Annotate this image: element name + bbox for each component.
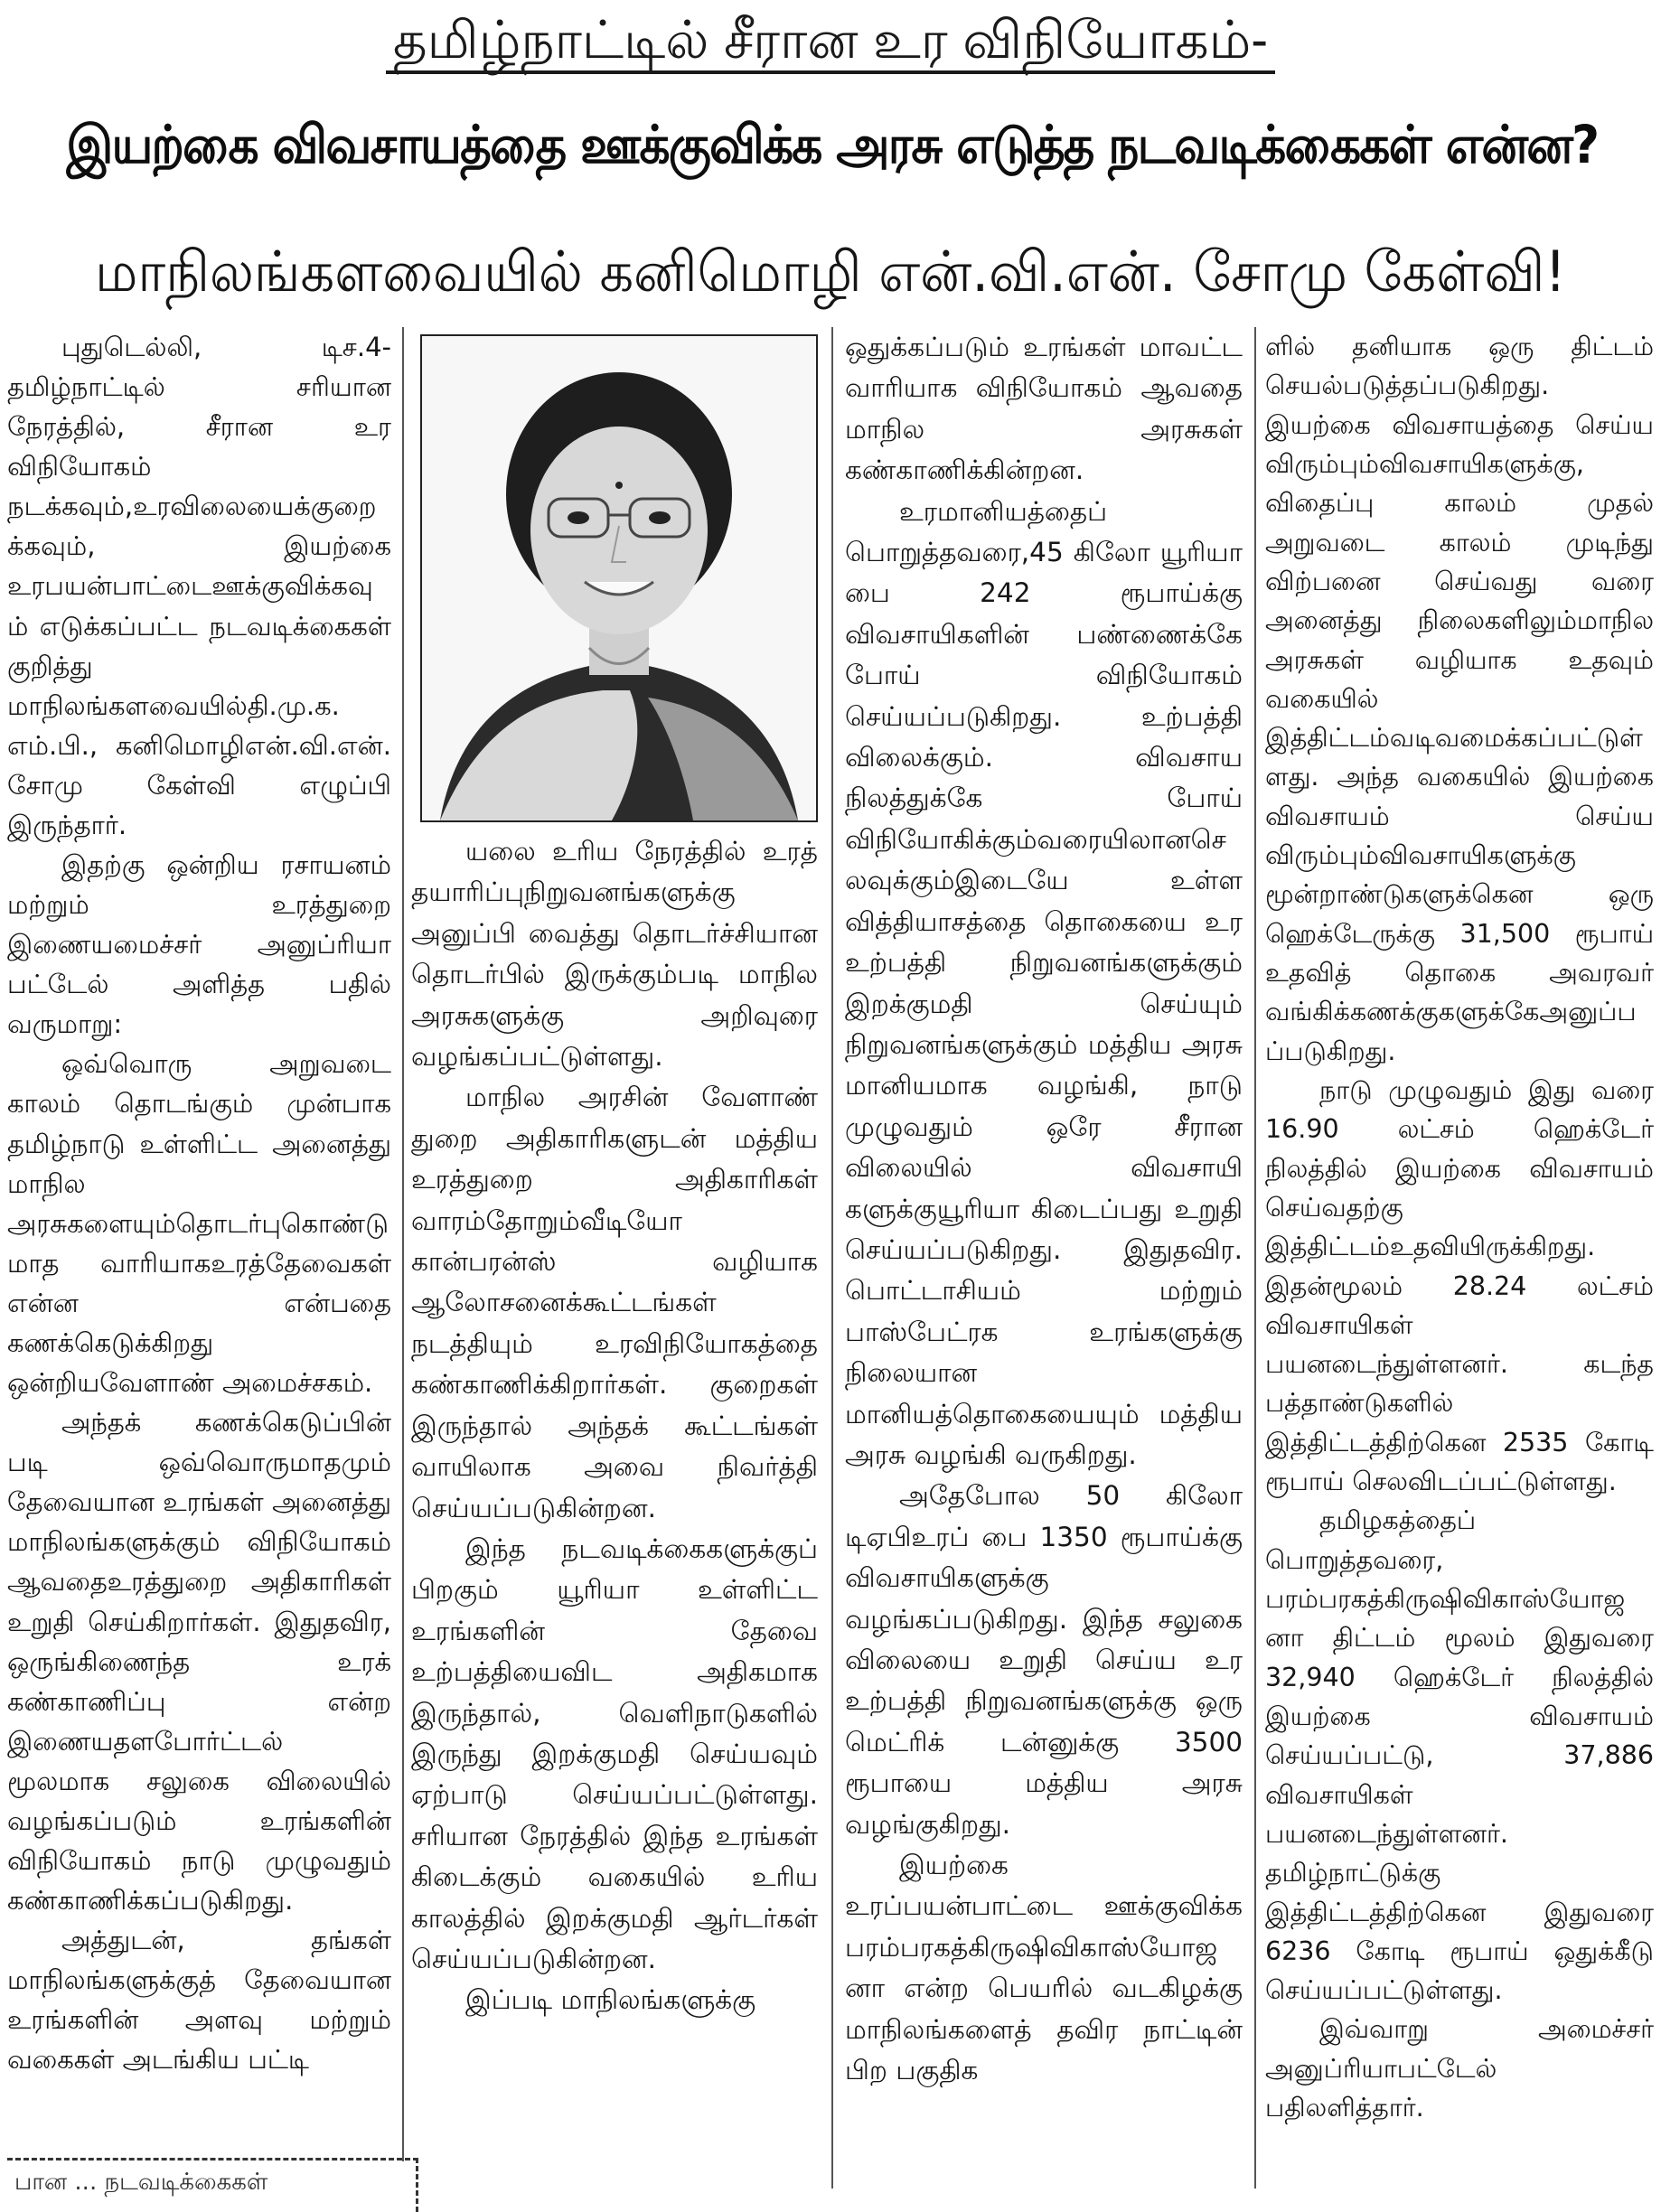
- article-headline: இயற்கை விவசாயத்தை ஊக்குவிக்க அரசு எடுத்த நடவடிக்கைகள் என்ன?: [66, 114, 1599, 175]
- related-article-box: [7, 2158, 418, 2212]
- paragraph: இந்த நடவடிக்கைகளுக்குப் பிறகும் யூரியா உள்ளிட்ட உரங்களின் தேவை உற்பத்தியைவிட அதிகமாக இருந்தால், வெளிநாடுகளில் இருந்து இறக்குமதி செய்யவும் ஏற்பாடு செய்யப்பட்டுள்ளது. சரியான நேரத்தில் இந்த உரங்கள் கிடைக்கும் வகையில் உரிய காலத்தில் இறக்குமதி ஆர்டர்கள் செய்யப்படுகின்றன.: [411, 1532, 818, 1974]
- column-1: [7, 327, 391, 2079]
- column-2: [411, 831, 818, 2021]
- paragraph: ளில் தனியாக ஒரு திட்டம் செயல்படுத்தப்படுகிறது. இயற்கை விவசாயத்தை செய்ய விரும்பும்விவசாயிகளுக்கு, விதைப்பு காலம் முதல் அறுவடை காலம் முடிந்து விற்பனை செய்வது வரை அனைத்து நிலைகளிலும்மாநில அரசுகள் வழியாக உதவும் வகையில் இத்திட்டம்வடிவமைக்கப்பட்டுள்ளது. அந்த வகையில் இயற்கை விவசாயம் செய்ய விரும்பும்விவசாயிகளுக்கு மூன்றாண்டுகளுக்கென ஒரு ஹெக்டேருக்கு 31,500 ரூபாய் உதவித் தொகை அவரவர் வங்கிக்கணக்குகளுக்கேஅனுப்பப்படுகிறது.: [1265, 332, 1654, 1066]
- article-kicker: [0, 7, 1661, 72]
- portrait-image: [422, 336, 816, 820]
- author-photo: [420, 334, 818, 822]
- paragraph: அதேபோல 50 கிலோ டிஏபிஉரப் பை 1350 ரூபாய்க்கு விவசாயிகளுக்கு வழங்கப்படுகிறது. இந்த சலுகை விலையை உறுதி செய்ய உர உற்பத்தி நிறுவனங்களுக்கு ஒரு மெட்ரிக் டன்னுக்கு 3500 ரூபாயை மத்திய அரசு வழங்குகிறது.: [845, 1480, 1243, 1840]
- paragraph: இதற்கு ஒன்றிய ரசாயனம் மற்றும் உரத்துறை இணையமைச்சர் அனுப்ரியா பட்டேல் அளித்த பதில் வருமாறு:: [7, 849, 391, 1040]
- paragraph: உரமானியத்தைப் பொறுத்தவரை,45 கிலோ யூரியா பை 242 ரூபாய்க்கு விவசாயிகளின் பண்ணைக்கே போய் விநியோகம் செய்யப்படுகிறது. உற்பத்தி விலைக்கும். விவசாய நிலத்துக்கே போய் விநியோகிக்கும்வரையிலானசெலவுக்கும்இடையே உள்ள வித்தியாசத்தை தொகையை உர உற்பத்தி நிறுவனங்களுக்கும் இறக்குமதி செய்யும் நிறுவனங்களுக்கும் மத்திய அரசு மானியமாக வழங்கி, நாடு முழுவதும் ஒரே சீரான விலையில் விவசாயி களுக்குயூரியா கிடைப்பது உறுதி செய்யப்படுகிறது. இதுதவிர. பொட்டாசியம் மற்றும் பாஸ்பேட்ரக உரங்களுக்கு நிலையான மானியத்தொகையையும் மத்திய அரசு வழங்கி வருகிறது.: [845, 495, 1243, 1470]
- column-divider: [831, 327, 833, 2189]
- article-subheadline: மாநிலங்களவையில் கனிமொழி என்.வி.என். சோமு கேள்வி!: [95, 239, 1566, 305]
- related-article-text: பான ... நடவடிக்கைகள்: [14, 2169, 268, 2196]
- paragraph: புதுடெல்லி, டிச.4- தமிழ்நாட்டில் சரியான நேரத்தில், சீரான உர விநியோகம் நடக்கவும்,உரவிலையைக்குறைக்கவும், இயற்கை உரபயன்பாட்டைஊக்குவிக்கவும் எடுக்கப்பட்ட நடவடிக்கைகள் குறித்து மாநிலங்களவையில்தி.மு.க. எம்.பி., கனிமொழிஎன்.வி.என். சோமு கேள்வி எழுப்பி இருந்தார்.: [7, 332, 391, 840]
- paragraph: இவ்வாறு அமைச்சர் அனுப்ரியாபட்டேல் பதிலளித்தார்.: [1265, 2014, 1654, 2123]
- paragraph: மாநில அரசின் வேளாண் துறை அதிகாரிகளுடன் மத்திய உரத்துறை அதிகாரிகள் வாரம்தோறும்வீடியோ கான்பரன்ஸ் வழியாக ஆலோசனைக்கூட்டங்கள் நடத்தியும் உரவிநியோகத்தை கண்காணிக்கிறார்கள். குறைகள் இருந்தால் அந்தக் கூட்டங்கள் வாயிலாக அவை நிவர்த்தி செய்யப்படுகின்றன.: [411, 1082, 818, 1523]
- paragraph: அந்தக் கணக்கெடுப்பின் படி ஒவ்வொருமாதமும் தேவையான உரங்கள் அனைத்து மாநிலங்களுக்கும் விநியோகம் ஆவதைஉரத்துறை அதிகாரிகள் உறுதி செய்கிறார்கள். இதுதவிர, ஒருங்கிணைந்த உரக் கண்காணிப்பு என்ற இணையதளபோர்ட்டல் மூலமாக சலுகை விலையில் வழங்கப்படும் உரங்களின் விநியோகம் நாடு முழுவதும் கண்காணிக்கப்படுகிறது.: [7, 1407, 391, 1917]
- paragraph: யலை உரிய நேரத்தில் உரத் தயாரிப்புநிறுவனங்களுக்கு அனுப்பி வைத்து தொடர்ச்சியான தொடர்பில் இருக்கும்படி மாநில அரசுகளுக்கு அறிவுரை வழங்கப்பட்டுள்ளது.: [411, 836, 818, 1073]
- paragraph: அத்துடன், தங்கள் மாநிலங்களுக்குத் தேவையான உரங்களின் அளவு மற்றும் வகைகள் அடங்கிய பட்டி: [7, 1925, 391, 2076]
- column-3: [845, 327, 1243, 2091]
- paragraph: இயற்கை உரப்பயன்பாட்டை ஊக்குவிக்க பரம்பரகத்கிருஷிவிகாஸ்யோஜனா என்ற பெயரில் வடகிழக்கு மாநிலங்களைத் தவிர நாட்டின் பிற பகுதிக: [845, 1850, 1243, 2086]
- column-divider: [402, 327, 404, 2161]
- paragraph: தமிழகத்தைப் பொறுத்தவரை, பரம்பரகத்கிருஷிவிகாஸ்யோஜனா திட்டம் மூலம் இதுவரை 32,940 ஹெக்டேர் நிலத்தில் இயற்கை விவசாயம் செய்யப்பட்டு, 37,886 விவசாயிகள் பயனடைந்துள்ளனர். தமிழ்நாட்டுக்கு இத்திட்டத்திற்கென இதுவரை 6236 கோடி ரூபாய் ஒதுக்கீடு செய்யப்பட்டுள்ளது.: [1265, 1505, 1654, 2006]
- paragraph: நாடு முழுவதும் இது வரை 16.90 லட்சம் ஹெக்டேர் நிலத்தில் இயற்கை விவசாயம் செய்வதற்கு இத்திட்டம்உதவியிருக்கிறது. இதன்மூலம் 28.24 லட்சம் விவசாயிகள் பயனடைந்துள்ளனர். கடந்த பத்தாண்டுகளில் இத்திட்டத்திற்கென 2535 கோடி ரூபாய் செலவிடப்பட்டுள்ளது.: [1265, 1074, 1654, 1497]
- column-4: [1265, 327, 1654, 2127]
- paragraph: இப்படி மாநிலங்களுக்கு: [465, 1984, 756, 2016]
- kicker-text: தமிழ்நாட்டில் சீரான உர விநியோகம்-: [386, 9, 1275, 74]
- paragraph: ஒவ்வொரு அறுவடை காலம் தொடங்கும் முன்பாக தமிழ்நாடு உள்ளிட்ட அனைத்து மாநில அரசுகளையும்தொடர்புகொண்டு மாத வாரியாகஉரத்தேவைகள் என்ன என்பதை கணக்கெடுக்கிறது ஒன்றியவேளாண் அமைச்சகம்.: [7, 1048, 391, 1399]
- paragraph: ஒதுக்கப்படும் உரங்கள் மாவட்ட வாரியாக விநியோகம் ஆவதை மாநில அரசுகள் கண்காணிக்கின்றன.: [845, 332, 1243, 486]
- column-divider: [1254, 327, 1256, 2189]
